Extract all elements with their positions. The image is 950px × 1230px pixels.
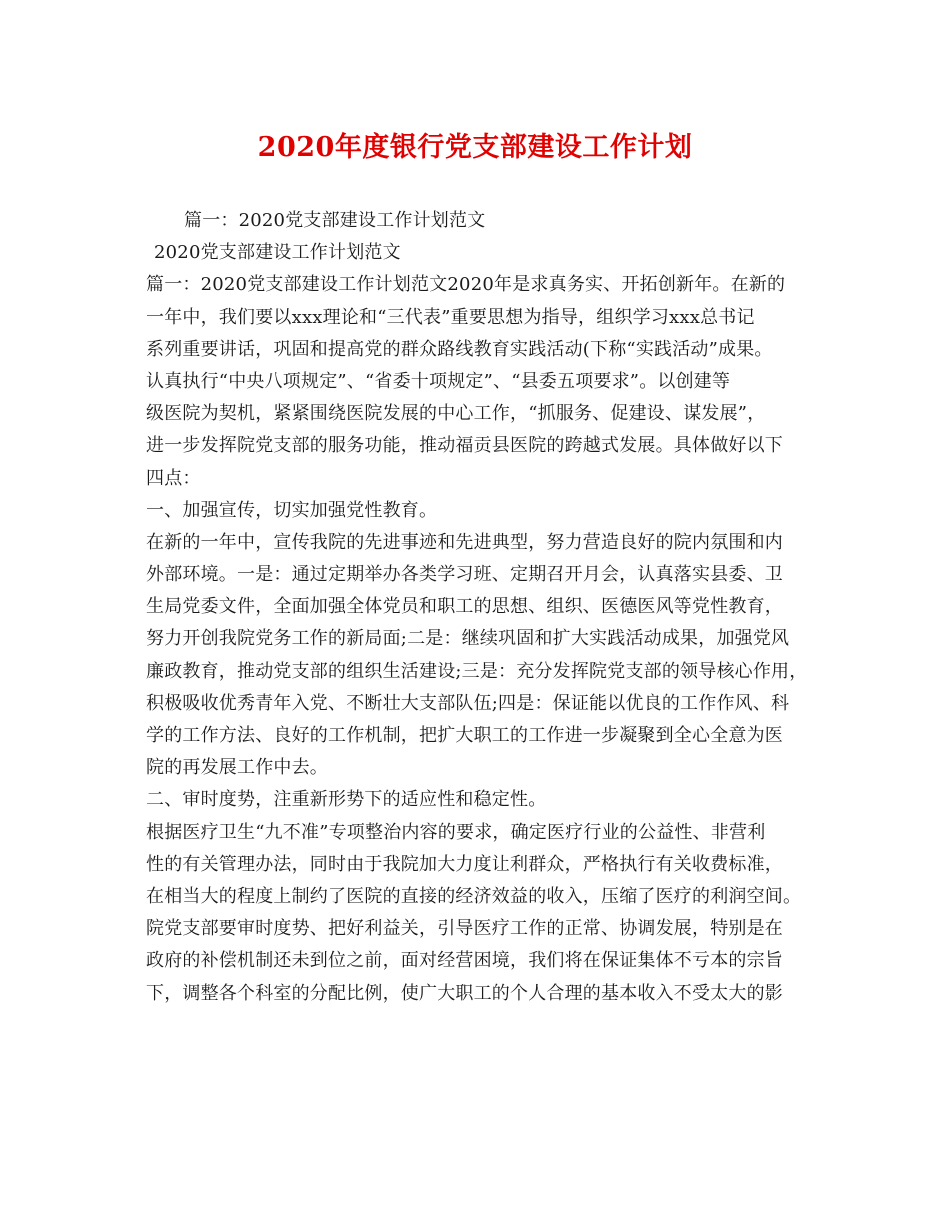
text-line: 学的工作方法、良好的工作机制，把扩大职工的工作进一步凝聚到全心全意为医 xyxy=(146,725,783,746)
text-line: 生局党委文件，全面加强全体党员和职工的思想、组织、医德医风等党性教育， xyxy=(146,596,783,618)
text-line: 廉政教育，推动党支部的组织生活建设;三是：充分发挥院党支部的领导核心作用， xyxy=(146,660,808,682)
text-line: 努力开创我院党务工作的新局面;二是：继续巩固和扩大实践活动成果，加强党风 xyxy=(146,628,790,650)
text-line: 积极吸收优秀青年入党、不断壮大支部队伍;四是：保证能以优良的工作作风、科 xyxy=(146,692,790,714)
text-line: 2020党支部建设工作计划范文 xyxy=(154,242,401,264)
text-line: 进一步发挥院党支部的服务功能，推动福贡县医院的跨越式发展。具体做好以下 xyxy=(146,435,783,457)
document-title: 2020年度银行党支部建设工作计划 xyxy=(257,132,693,163)
document-body xyxy=(146,205,816,1010)
text-line: 下，调整各个科室的分配比例，使广大职工的个人合理的基本收入不受太大的影 xyxy=(146,982,783,1004)
text-line: 篇一：2020党支部建设工作计划范文 xyxy=(184,210,486,231)
text-line: 一年中，我们要以xxx理论和“三代表”重要思想为指导，组织学习xxx总书记 xyxy=(146,306,755,328)
text-line: 外部环境。一是：通过定期举办各类学习班、定期召开月会，认真落实县委、卫 xyxy=(146,564,783,586)
text-line: 院的再发展工作中去。 xyxy=(146,757,328,779)
text-line: 四点： xyxy=(146,467,201,489)
text-line: 级医院为契机，紧紧围绕医院发展的中心工作，“抓服务、促建设、谋发展”， xyxy=(146,403,766,425)
text-line: 在新的一年中，宣传我院的先进事迹和先进典型，努力营造良好的院内氛围和内 xyxy=(146,531,783,553)
text-line: 根据医疗卫生“九不准”专项整治内容的要求，确定医疗行业的公益性、非营利 xyxy=(146,821,766,843)
text-line: 在相当大的程度上制约了医院的直接的经济效益的收入，压缩了医疗的利润空间。 xyxy=(146,885,802,907)
text-line: 院党支部要审时度势、把好利益关，引导医疗工作的正常、协调发展，特别是在 xyxy=(146,918,783,940)
section-heading: 一、加强宣传，切实加强党性教育。 xyxy=(146,499,438,521)
text-line: 政府的补偿机制还未到位之前，面对经营困境，我们将在保证集体不亏本的宗旨 xyxy=(146,950,783,972)
section-heading: 二、审时度势，注重新形势下的适应性和稳定性。 xyxy=(146,789,547,811)
text-line: 性的有关管理办法，同时由于我院加大力度让利群众，严格执行有关收费标准， xyxy=(146,853,783,875)
text-line: 系列重要讲话，巩固和提高党的群众路线教育实践活动(下称“实践活动”成果。 xyxy=(146,338,773,360)
text-line: 认真执行“中央八项规定”、“省委十项规定”、“县委五项要求”。以创建等 xyxy=(146,370,731,392)
text-line: 篇一：2020党支部建设工作计划范文2020年是求真务实、开拓创新年。在新的 xyxy=(146,274,786,296)
